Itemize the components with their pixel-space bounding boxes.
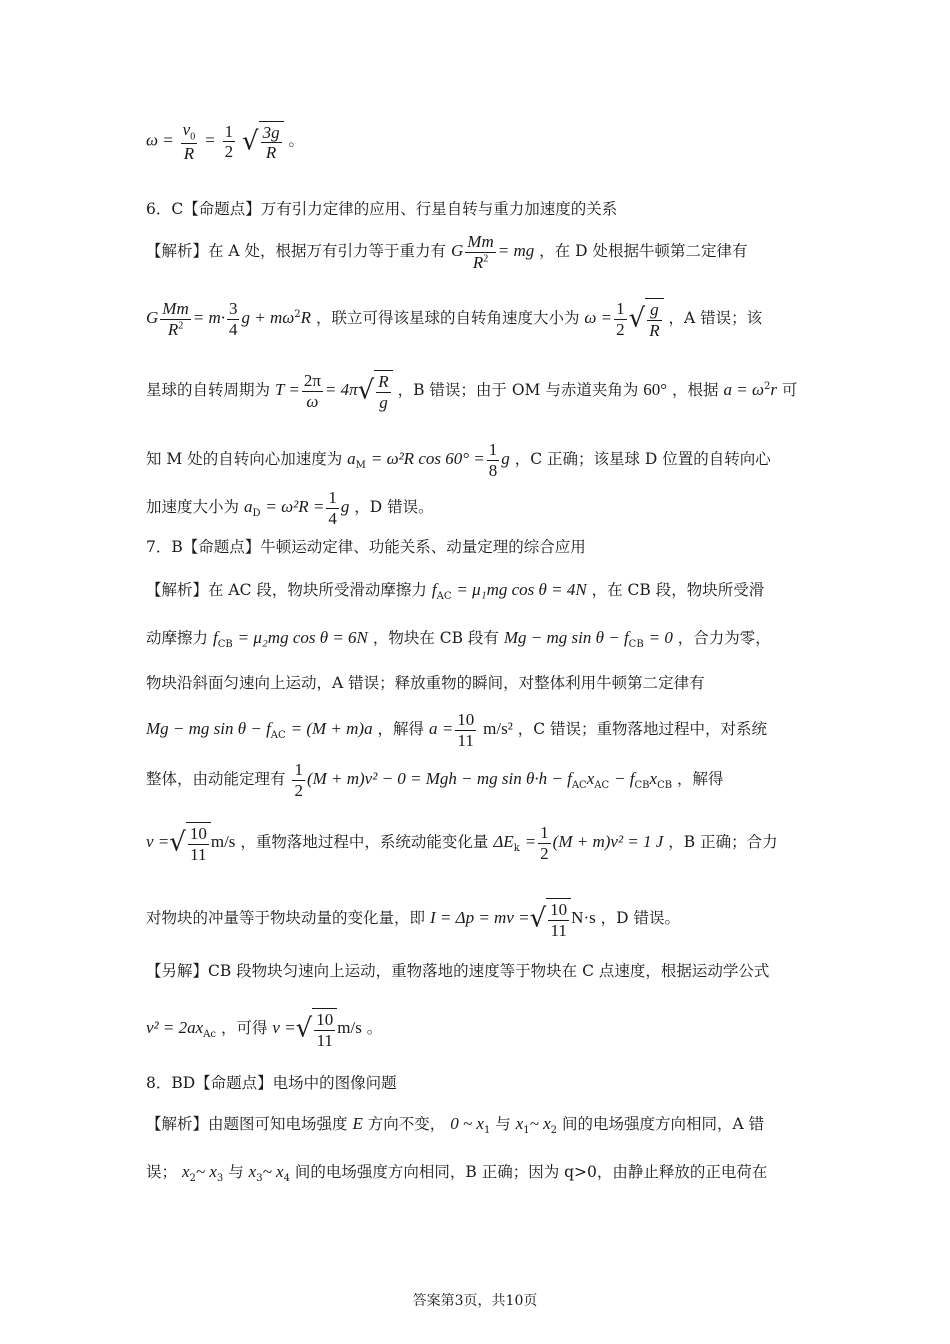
q6-analysis-line-2: G $\frac{Mm}{R^2}$ = m· $\frac{3}{4}$ $g + m\omega^2R$ ，联立可得该星球的自转角速度大小为 ω = $\frac{1}{2}$ √ $\frac{g}{R}$ ，A 错误；该 bbox=[146, 299, 763, 340]
fraction: $\frac{1}{2}$ bbox=[224, 121, 234, 162]
q6-analysis-line-4: 知 M 处的自转向心加速度为 $a_M = \omega^2R$ cos 60° = $\frac{1}{8}$ g ，C 正确；该星球 D 位置的自转向心 bbox=[146, 440, 771, 480]
q8-header: 8．BD【命题点】电场中的图像问题 bbox=[146, 1074, 397, 1092]
q7-analysis-line-6: v =√ $\frac{10}{11}$ m/s ，重物落地过程中，系统动能变化量 $\Delta E_k$ = $\frac{1}{2}$ (M + m)v² = 1 J ，B 正确；合力 bbox=[146, 823, 778, 864]
q8-analysis-line-1: 【解析】由题图可知电场强度 E 方向不变， 0 ~ $x_1$ 与 $x_1\sim$ $x_2$ 间的电场强度方向相同，A 错 bbox=[146, 1114, 765, 1137]
q6-analysis-line-3: 星球的自转周期为 T = $\frac{2\pi}{\omega}$ = 4π√ $\frac{R}{g}$ ，B 错误；由于 OM 与赤道夹角为 60° ，根据 $a = \omega^2r$ 可 bbox=[146, 371, 798, 412]
q6-analysis-line-5: 加速度大小为 $a_D = \omega^2R$ = $\frac{1}{4}$ g ，D 错误。 bbox=[146, 488, 434, 528]
page-footer: 答案第3页，共10页 bbox=[412, 1293, 538, 1309]
q8-analysis-line-2: 误； $x_2\sim$ $x_3$ 与 $x_3\sim$ $x_4$ 间的电场强度方向相同，B 正确；因为 q>0，由静止释放的正电荷在 bbox=[146, 1162, 768, 1185]
q7-alt-solution-line-2: $v^2 = 2ax_{Ac}$ ，可得 v =√ $\frac{10}{11}$ m/s 。 bbox=[146, 1010, 383, 1050]
q7-analysis-line-7: 对物块的冲量等于物块动量的变化量，即 I = Δp = mv =√ $\frac{10}{11}$ N·s ，D 错误。 bbox=[146, 900, 681, 940]
q7-header: 7．B【命题点】牛顿运动定律、功能关系、动量定理的综合应用 bbox=[146, 538, 586, 556]
q7-analysis-line-1: 【解析】在 AC 段，物块所受滑动摩擦力 $f_{AC} = \mu_1mg$ cos θ = 4N ，在 CB 段，物块所受滑 bbox=[146, 580, 765, 603]
fraction: $\frac{v_0}{R}$ bbox=[182, 120, 196, 163]
q7-analysis-line-3: 物块沿斜面匀速向上运动，A 错误；释放重物的瞬间，对整体利用牛顿第二定律有 bbox=[146, 674, 705, 692]
q7-alt-solution-line-1: 【另解】CB 段物块匀速向上运动，重物落地的速度等于物块在 C 点速度，根据运动学公式 bbox=[146, 962, 770, 980]
omega-formula-line: ω = $\frac{v_0}{R}$ = $\frac{1}{2}$ √ $\frac{3g}{R}$ 。 bbox=[146, 120, 305, 163]
q6-analysis-line-1: 【解析】在 A 处，根据万有引力等于重力有 G $\frac{Mm}{R^2}$ = mg ，在 D 处根据牛顿第二定律有 bbox=[146, 232, 748, 272]
q7-analysis-line-5: 整体，由动能定理有 $\frac{1}{2}$ (M + m)v² − 0 = Mgh − mg $\sin \theta\cdot h - f_{AC}x_{AC} - f_{CB}x_{CB}$ ，解得 bbox=[146, 760, 724, 800]
sqrt: √ $\frac{3g}{R}$ bbox=[242, 121, 284, 163]
q7-analysis-line-4: Mg − mg $\sin \theta - f_{AC} = (M + m)a$ ，解得 a = $\frac{10}{11}$ m/s² ，C 错误；重物落地过程中，对系统 bbox=[146, 710, 768, 750]
q7-analysis-line-2: 动摩擦力 $f_{CB} = \mu_2mg$ cos θ = 6N ，物块在 CB 段有 Mg − mg $\sin \theta - f_{CB} = 0$ ，合力为零， bbox=[146, 628, 771, 651]
q6-header: 6．C【命题点】万有引力定律的应用、行星自转与重力加速度的关系 bbox=[146, 200, 618, 218]
